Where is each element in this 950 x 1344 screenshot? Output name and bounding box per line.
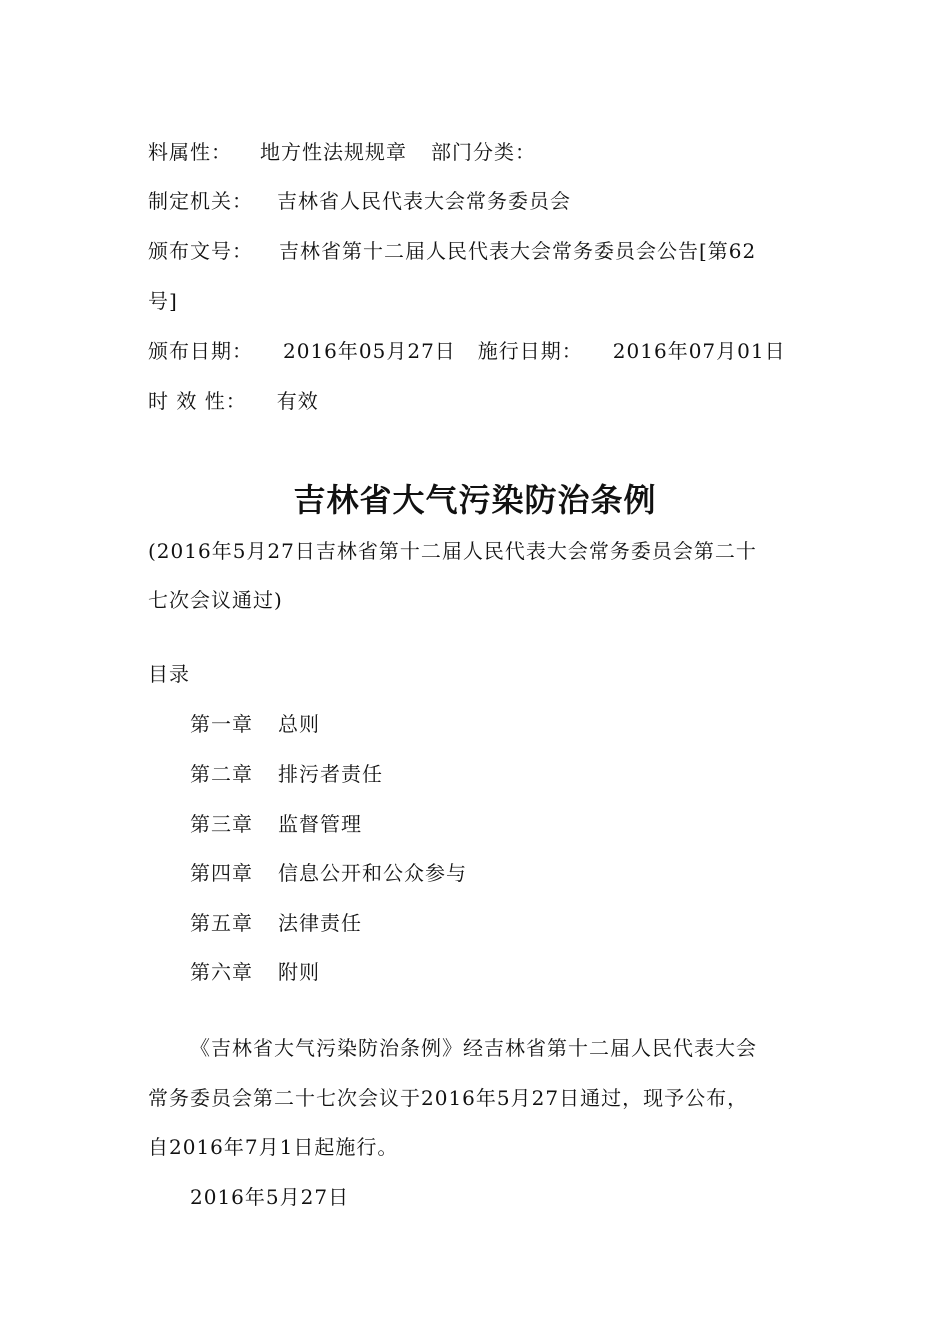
validity-label: 时 效 性： [148,389,247,413]
meta-dates-row [148,337,786,365]
toc-chapter-number: 第一章 [190,712,253,736]
meta-attribute-row [148,138,536,166]
effective-date-label: 施行日期： [477,339,583,363]
announcement-line2: 常务委员会第二十七次会议于2016年5月27日通过，现予公布， [148,1086,749,1110]
toc-chapter-name: 排污者责任 [278,762,383,786]
toc-chapter-name: 法律责任 [278,911,362,935]
toc-chapter-number: 第四章 [190,861,253,885]
toc-item [190,958,320,986]
toc-chapter-name: 监督管理 [278,812,362,836]
toc-chapter-name: 信息公开和公众参与 [278,861,467,885]
organ-label: 制定机关： [148,189,253,213]
meta-docno-row [148,237,756,265]
toc-chapter-name: 总则 [278,712,320,736]
toc-chapter-number: 第六章 [190,960,253,984]
toc-item [190,760,383,788]
validity-value: 有效 [276,389,319,413]
meta-docno-row-continued [148,287,178,315]
attribute-value: 地方性法规规章 [260,140,407,164]
attribute-label: 料属性： [148,140,232,164]
toc-heading: 目录 [148,662,190,686]
meta-organ-row [148,187,571,215]
toc-item [190,810,362,838]
toc-chapter-name: 附则 [278,960,320,984]
announcement-line3: 自2016年7月1日起施行。 [148,1135,399,1159]
document-subtitle-line1: (2016年5月27日吉林省第十二届人民代表大会常务委员会第二十 [148,539,757,563]
issue-date-value: 2016年05月27日 [283,339,456,363]
effective-date-value: 2016年07月01日 [612,339,786,363]
announcement-line1: 《吉林省大气污染防治条例》经吉林省第十二届人民代表大会 [190,1036,757,1060]
toc-item [190,859,467,887]
document-title: 吉林省大气污染防治条例 [293,481,657,519]
toc-chapter-number: 第二章 [190,762,253,786]
document-subtitle-line2: 七次会议通过) [148,588,283,612]
docno-value-continued: 号] [148,289,178,313]
meta-validity-row [148,387,319,415]
toc-chapter-number: 第三章 [190,812,253,836]
organ-value: 吉林省人民代表大会常务委员会 [277,189,571,213]
docno-label: 颁布文号： [148,239,253,263]
announcement-date: 2016年5月27日 [190,1185,350,1209]
toc-item [190,710,320,738]
docno-value: 吉林省第十二届人民代表大会常务委员会公告[第62 [279,239,757,263]
department-label: 部门分类： [431,140,536,164]
toc-chapter-number: 第五章 [190,911,253,935]
issue-date-label: 颁布日期： [148,339,253,363]
toc-item [190,909,362,937]
